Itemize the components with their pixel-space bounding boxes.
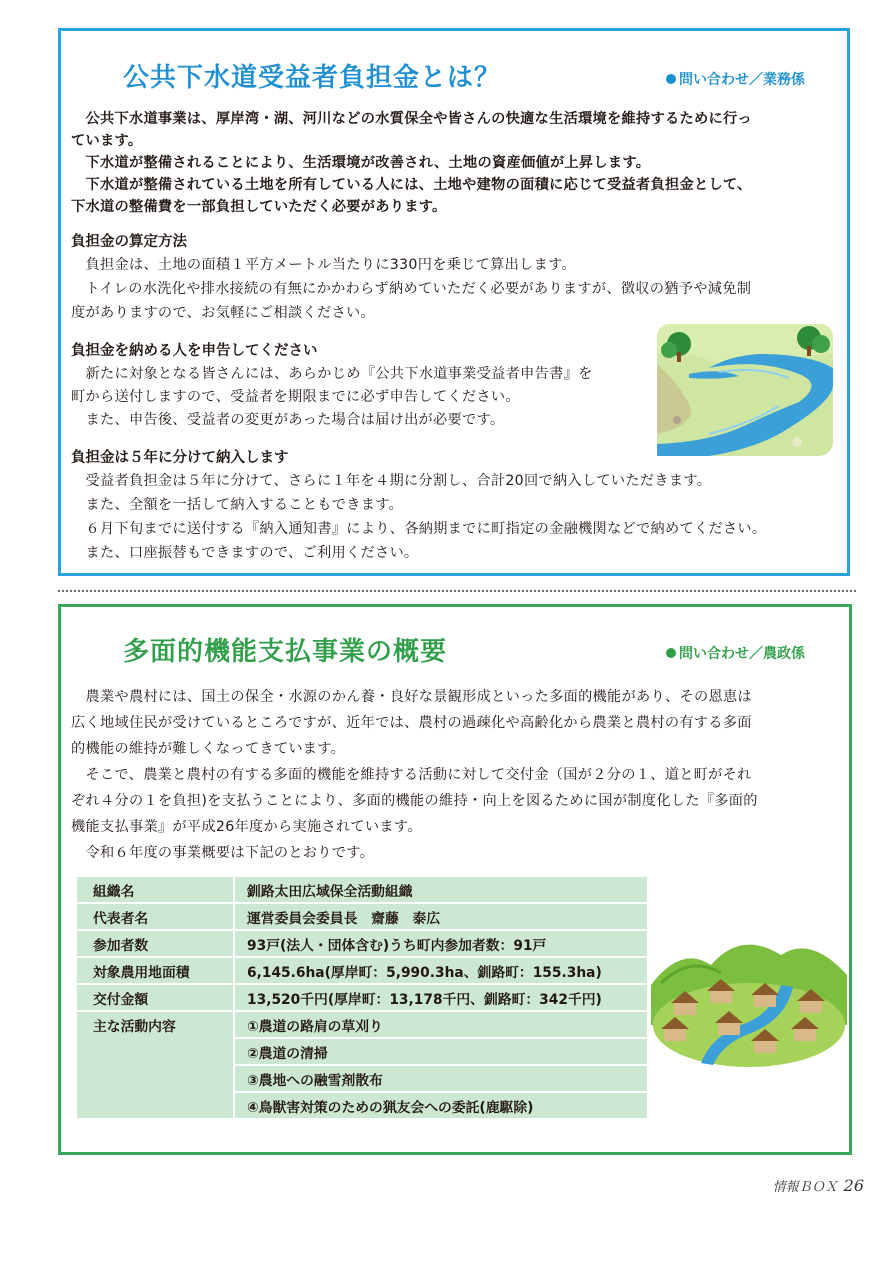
row-value: 13,520千円(厚岸町：13,178千円、釧路町：342千円)	[234, 984, 647, 1011]
contact-text: 問い合わせ／農政係	[679, 646, 805, 662]
row-label	[77, 1092, 234, 1119]
payment-heading: 負担金は５年に分けて納入します	[71, 450, 289, 466]
intro-line: 機能支払事業』が平成26年度から実施されています。	[71, 819, 422, 835]
payment-line: 受益者負担金は５年に分けて、さらに１年を４期に分割し、合計20回で納入していただきます。	[71, 473, 712, 489]
calc-line: トイレの水洗化や排水接続の有無にかかわらず納めていただく必要がありますが、徴収の猶予や減免制	[71, 281, 752, 297]
river-illustration	[649, 314, 839, 462]
contact-label	[666, 643, 805, 663]
payment-line: また、全額を一括して納入することもできます。	[71, 497, 404, 513]
intro-line: 公共下水道事業は、厚岸湾・湖、河川などの水質保全や皆さんの快適な生活環境を維持するために行っ	[71, 111, 752, 127]
row-value: 6,145.6ha(厚岸町：5,990.3ha、釧路町：155.3ha)	[234, 957, 647, 984]
table-row	[77, 1038, 647, 1065]
table-row	[77, 984, 647, 1011]
payment-line: ６月下旬までに送付する『納入通知書』により、各納期までに町指定の金融機関などで納めてください。	[71, 521, 767, 537]
contact-label	[666, 69, 805, 89]
page-number: 26	[843, 1176, 864, 1195]
section-title: 多面的機能支払事業の概要	[123, 637, 448, 667]
intro-line: ぞれ４分の１を負担)を支払うことにより、多面的機能の維持・向上を図るために国が制度化した『多面的	[71, 793, 758, 809]
project-summary-table	[77, 877, 647, 1120]
row-label: 対象農用地面積	[77, 957, 234, 984]
section-title: 公共下水道受益者負担金とは？	[123, 63, 502, 93]
row-label: 主な活動内容	[77, 1011, 234, 1038]
row-value: 釧路太田広域保全活動組織	[234, 877, 647, 903]
section-divider	[58, 590, 856, 592]
calc-line: 負担金は、土地の面積１平方メートル当たりに330円を乗じて算出します。	[71, 257, 576, 273]
report-heading: 負担金を納める人を申告してください	[71, 343, 318, 359]
table-row	[77, 877, 647, 903]
intro-line: そこで、農業と農村の有する多面的機能を維持する活動に対して交付金（国が２分の１、道と町がそれ	[71, 767, 752, 783]
calc-heading: 負担金の算定方法	[71, 234, 187, 250]
table-row	[77, 1065, 647, 1092]
intro-line: 農業や農村には、国土の保全・水源のかん養・良好な景観形成といった多面的機能があり、その恩恵は	[71, 689, 752, 705]
calc-line: 度がありますので、お気軽にご相談ください。	[71, 305, 375, 321]
table-row	[77, 957, 647, 984]
report-line: 新たに対象となる皆さんには、あらかじめ『公共下水道事業受益者申告書』を	[71, 366, 593, 382]
table-row	[77, 930, 647, 957]
row-label: 参加者数	[77, 930, 234, 957]
report-line: 町から送付しますので、受益者を期限までに必ず申告してください。	[71, 389, 520, 405]
row-value: 運営委員会委員長 齋藤 泰広	[234, 903, 647, 930]
row-value: ④鳥獣害対策のための猟友会への委託(鹿駆除)	[234, 1092, 647, 1119]
table-row	[77, 903, 647, 930]
contact-text: 問い合わせ／業務係	[679, 72, 805, 88]
row-label: 代表者名	[77, 903, 234, 930]
multifunction-payment-section	[58, 604, 852, 1155]
intro-line: 下水道の整備費を一部負担していただく必要があります。	[71, 199, 447, 215]
report-line: また、申告後、受益者の変更があった場合は届け出が必要です。	[71, 412, 505, 428]
row-label	[77, 1038, 234, 1065]
table-row	[77, 1011, 647, 1038]
sewer-charge-section	[58, 28, 850, 576]
intro-line: 下水道が整備されている土地を所有している人には、土地や建物の面積に応じて受益者負担金として、	[71, 177, 752, 193]
row-label	[77, 1065, 234, 1092]
row-label: 組織名	[77, 877, 234, 903]
village-illustration	[651, 925, 847, 1069]
intro-line: 下水道が整備されることにより、生活環境が改善され、土地の資産価値が上昇します。	[71, 155, 651, 171]
footer-label: 情報ＢＯＸ	[772, 1180, 838, 1195]
intro-line: 令和６年度の事業概要は下記のとおりです。	[71, 845, 375, 861]
row-value: 93戸(法人・団体含む)うち町内参加者数：91戸	[234, 930, 647, 957]
page-footer	[773, 1176, 864, 1195]
row-label: 交付金額	[77, 984, 234, 1011]
bullet-icon	[666, 648, 676, 658]
intro-line: 的機能の維持が難しくなってきています。	[71, 741, 346, 757]
intro-line: 広く地域住民が受けているところですが、近年では、農村の過疎化や高齢化から農業と農村の有する多面	[71, 715, 752, 731]
row-value: ②農道の清掃	[234, 1038, 647, 1065]
table-row	[77, 1092, 647, 1119]
intro-line: ています。	[71, 133, 143, 149]
payment-line: また、口座振替もできますので、ご利用ください。	[71, 545, 419, 561]
row-value: ①農道の路肩の草刈り	[234, 1011, 647, 1038]
row-value: ③農地への融雪剤散布	[234, 1065, 647, 1092]
bullet-icon	[666, 74, 676, 84]
